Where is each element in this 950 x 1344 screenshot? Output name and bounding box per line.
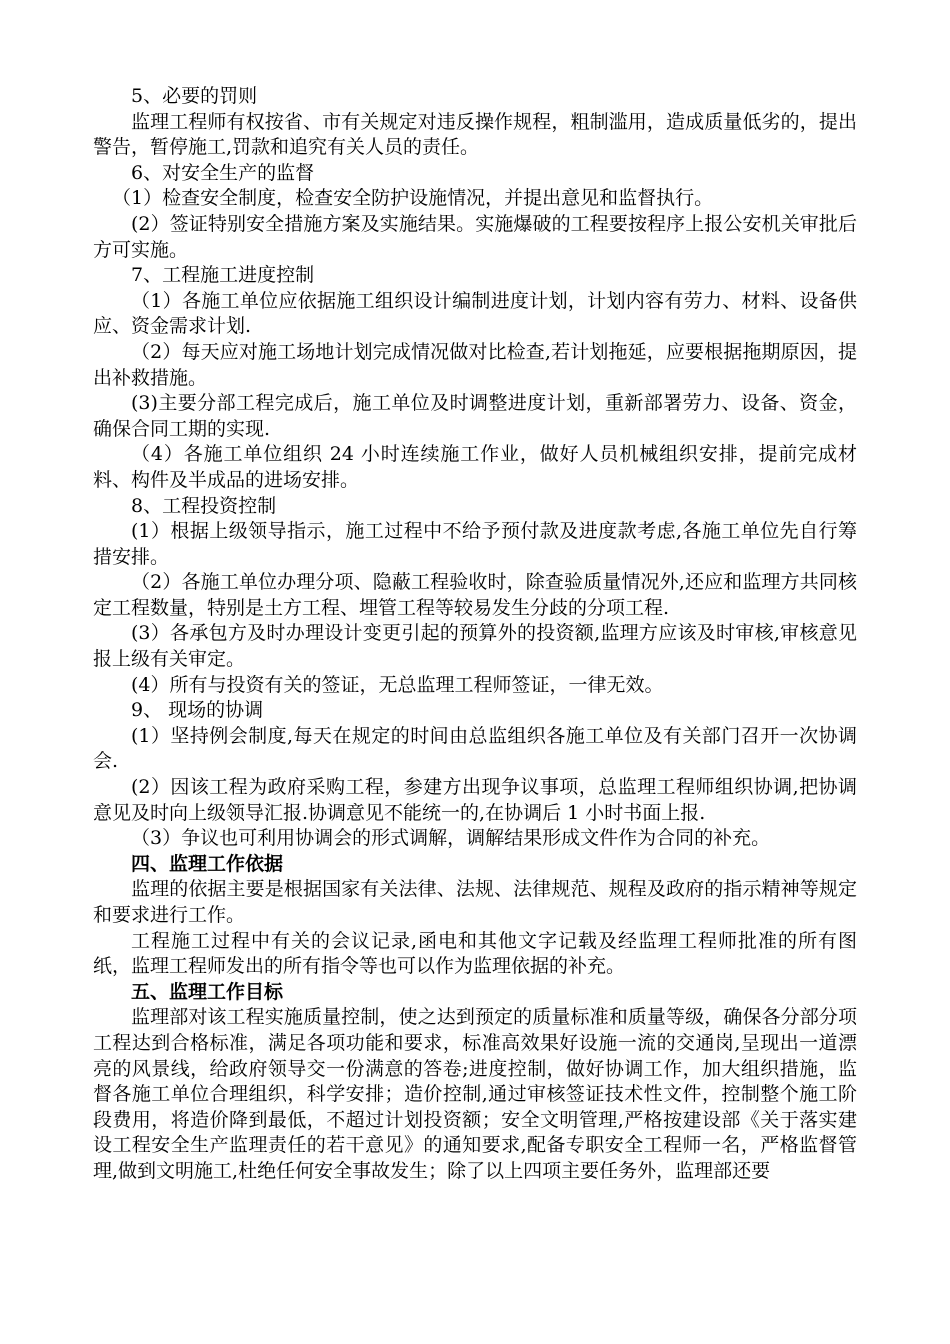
- paragraph: (2）签证特别安全措施方案及实施结果。实施爆破的工程要按程序上报公安机关审批后方可实施。: [93, 212, 857, 261]
- section-heading: 五、监理工作目标: [131, 980, 284, 1003]
- paragraph: （1）检查安全制度，检查安全防护设施情况，并提出意见和监督执行。: [112, 187, 714, 210]
- paragraph: （4）各施工单位组织 24 小时连续施工作业，做好人员机械组织安排，提前完成材料、构件及半成品的进场安排。: [93, 443, 857, 491]
- paragraph: (1）坚持例会制度,每天在规定的时间由总监组织各施工单位及有关部门召开一次协调会.: [93, 724, 857, 773]
- paragraph: （2）各施工单位办理分项、隐蔽工程验收时，除查验质量情况外,还应和监理方共同核定工程数量，特别是土方工程、埋管工程等较易发生分歧的分项工程.: [93, 571, 857, 619]
- paragraph: (2）因该工程为政府采购工程，参建方出现争议事项，总监理工程师组织协调,把协调意见及时向上级领导汇报.协调意见不能统一的,在协调后 1 小时书面上报.: [93, 776, 857, 824]
- paragraph: （3）争议也可利用协调会的形式调解，调解结果形成文件作为合同的补充。: [131, 827, 771, 850]
- paragraph: （2）每天应对施工场地计划完成情况做对比检查,若计划拖延，应要根据拖期原因，提出补救措施。: [93, 340, 857, 389]
- paragraph: 8、工程投资控制: [131, 494, 277, 517]
- paragraph: 5、必要的罚则: [131, 85, 258, 107]
- paragraph: 9、 现场的协调: [131, 699, 264, 722]
- paragraph: （1）各施工单位应依据施工组织设计编制进度计划，计划内容有劳力、材料、设备供应、资金需求计划.: [93, 289, 857, 338]
- paragraph: (3）各承包方及时办理设计变更引起的预算外的投资额,监理方应该及时审核,审核意见报上级有关审定。: [93, 622, 857, 671]
- paragraph: 7、工程施工进度控制: [131, 264, 315, 287]
- paragraph: 工程施工过程中有关的会议记录,函电和其他文字记载及经监理工程师批准的所有图纸，监理工程师发出的所有指令等也可以作为监理依据的补充。: [93, 929, 857, 978]
- section-heading: 四、监理工作依据: [131, 852, 284, 875]
- document-page: [93, 84, 857, 1185]
- paragraph: 6、对安全生产的监督: [131, 161, 315, 184]
- paragraph: 监理部对该工程实施质量控制，使之达到预定的质量标准和质量等级，确保各分部分项工程达到合格标准，满足各项功能和要求，标准高效果好设施一流的交通岗,呈现出一道漂亮的风景线，给政府领导交一份满意的答卷;进度控制，做好协调工作，加大组织措施，监督各施工单位合理组织，科学安排；造价控制,通过审核签证技术性文件，控制整个施工阶段费用，将造价降到最低，不超过计划投资额；安全文明管理,严格按建设部《关于落实建设工程安全生产监理责任的若干意见》的通知要求,配备专职安全工程师一名，严格监督管理,做到文明施工,杜绝任何安全事故发生；除了以上四项主要任务外，监理部还要: [93, 1006, 857, 1182]
- paragraph: 监理工程师有权按省、市有关规定对违反操作规程，粗制滥用，造成质量低劣的，提出警告，暂停施工,罚款和追究有关人员的责任。: [93, 110, 857, 159]
- paragraph: (3)主要分部工程完成后，施工单位及时调整进度计划，重新部署劳力、设备、资金，确保合同工期的实现.: [93, 392, 857, 440]
- paragraph: 监理的依据主要是根据国家有关法律、法规、法律规范、规程及政府的指示精神等规定和要求进行工作。: [93, 878, 857, 926]
- paragraph: (4）所有与投资有关的签证，无总监理工程师签证，一律无效。: [131, 673, 664, 696]
- paragraph: (1）根据上级领导指示，施工过程中不给予预付款及进度款考虑,各施工单位先自行筹措安排。: [93, 520, 857, 568]
